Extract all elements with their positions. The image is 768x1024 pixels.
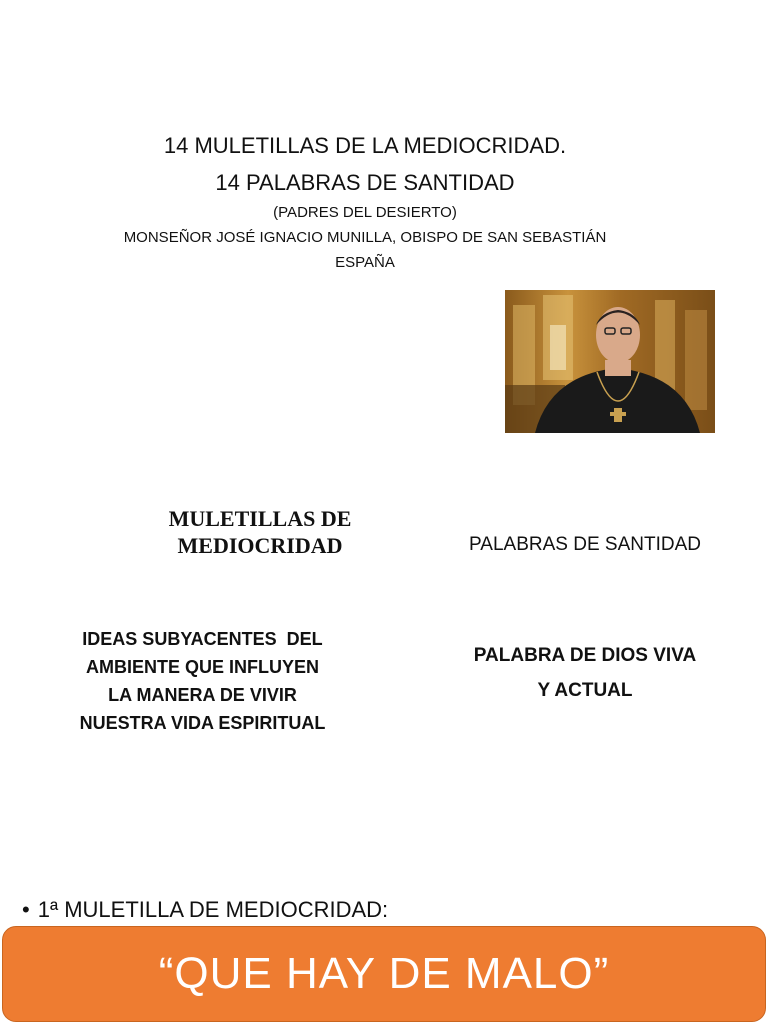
bullet-icon: • [22, 897, 30, 922]
title-line-2: 14 PALABRAS DE SANTIDAD [215, 170, 515, 195]
right-column-heading: PALABRAS DE SANTIDAD [469, 534, 701, 555]
highlight-banner [2, 926, 766, 1022]
right-body-line-1: PALABRA DE DIOS VIVA [473, 645, 697, 666]
title-line-1: 14 MULETILLAS DE LA MEDIOCRIDAD. [163, 133, 567, 158]
right-body-line-2: Y ACTUAL [537, 680, 633, 701]
bishop-portrait-photo [505, 290, 715, 433]
left-body-line-1: IDEAS SUBYACENTES DEL [82, 629, 323, 649]
right-column-body [440, 638, 730, 708]
banner-text: “QUE HAY DE MALO” [158, 949, 610, 998]
subtitle-line-3: ESPAÑA [335, 254, 395, 271]
bullet-text: 1ª MULETILLA DE MEDIOCRIDAD: [37, 897, 389, 922]
left-body-line-2: AMBIENTE QUE INFLUYEN [85, 657, 319, 677]
left-heading-line-2: MEDIOCRIDAD [177, 533, 343, 558]
bishop-portrait-icon [505, 290, 715, 433]
left-body-line-3: LA MANERA DE VIVIR [108, 685, 297, 705]
left-body-line-4: NUESTRA VIDA ESPIRITUAL [79, 713, 326, 733]
subtitle-line-1: (PADRES DEL DESIERTO) [273, 204, 457, 221]
left-column-heading [110, 505, 410, 559]
left-column-body [40, 625, 365, 737]
subtitle-line-2: MONSEÑOR JOSÉ IGNACIO MUNILLA, OBISPO DE SAN SEBASTIÁN [123, 229, 607, 246]
bullet-item [22, 892, 388, 928]
left-heading-line-1: MULETILLAS DE [168, 506, 352, 531]
